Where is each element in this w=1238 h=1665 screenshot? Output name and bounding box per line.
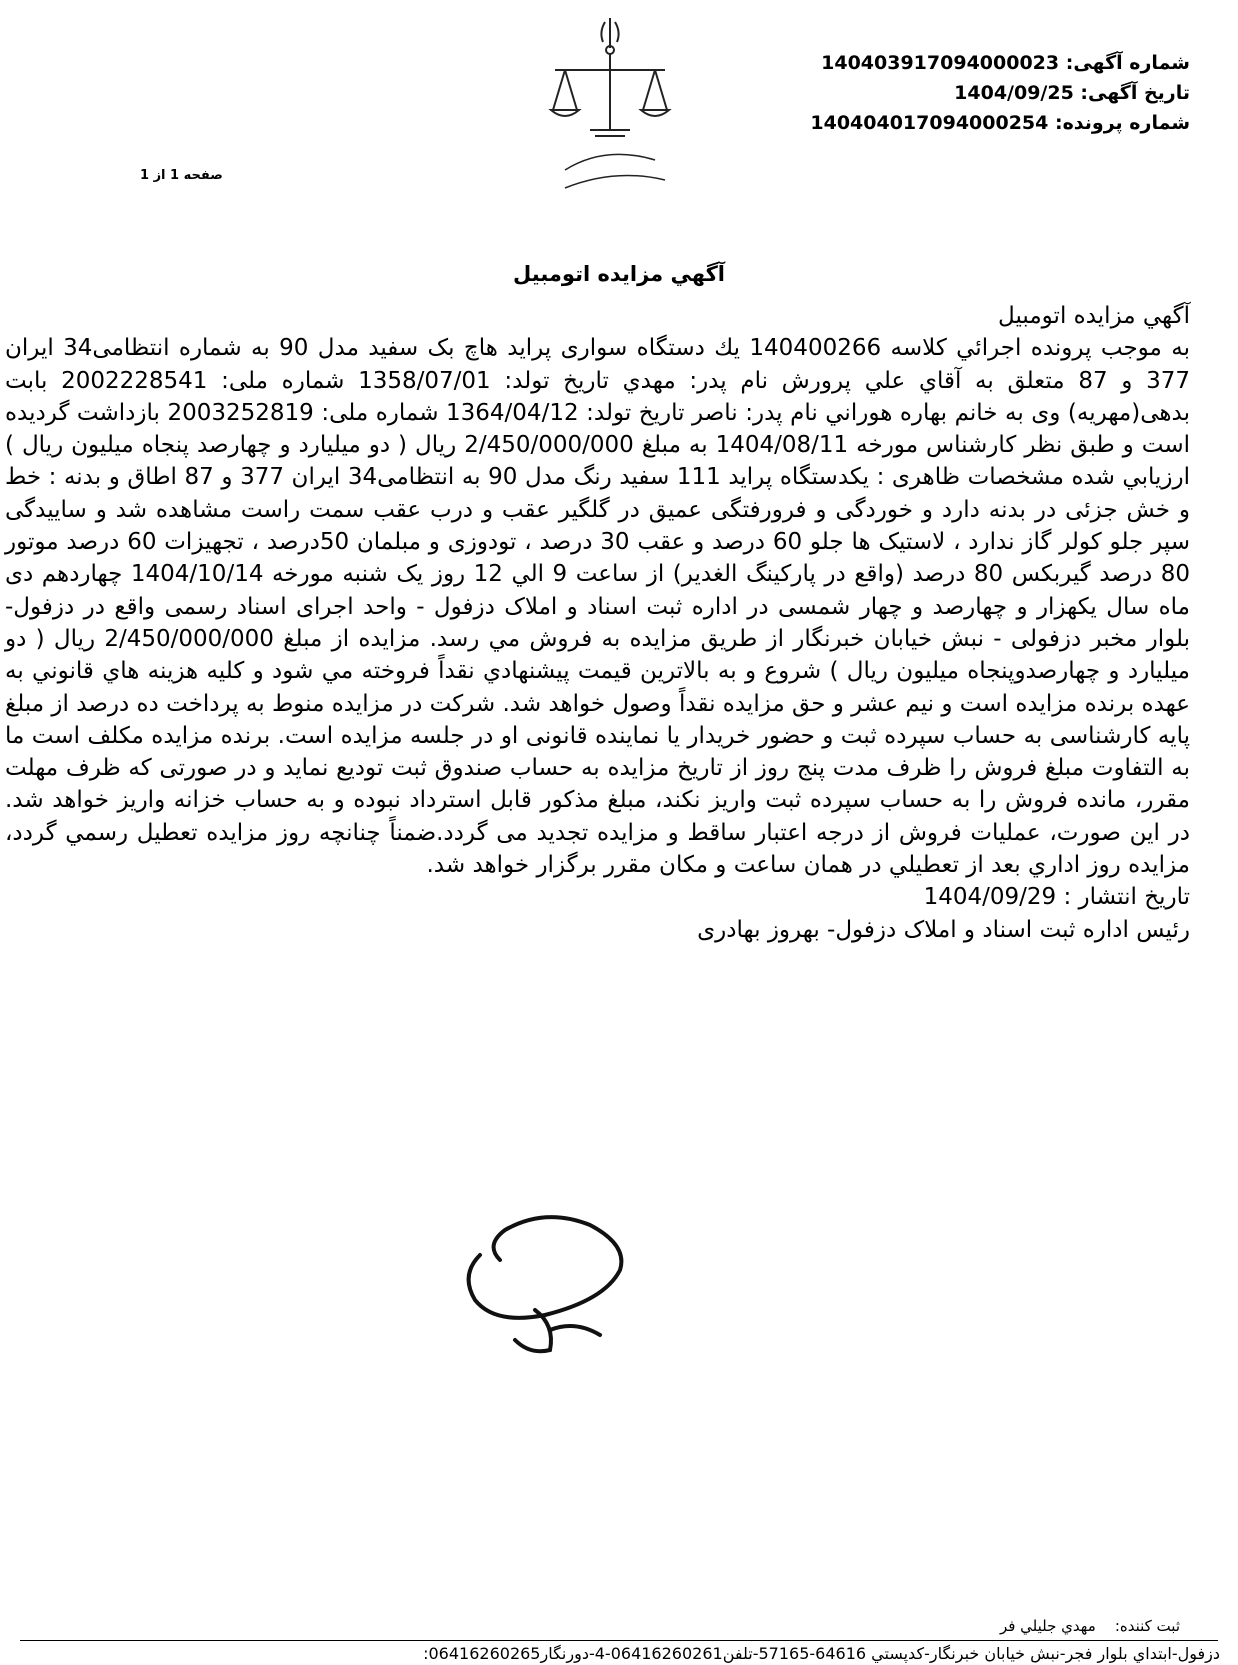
publish-date: تاريخ انتشار : 1404/09/29 [923, 884, 1190, 911]
notice-body [5, 300, 1190, 946]
case-number-row: شماره پرونده: 140404017094000254 [810, 112, 1190, 134]
footer-address: دزفول-ابتداي بلوار فجر-نبش خيابان خبرنگار-كدپستي 64616-57165-تلفن06416260261-4-دورنگار06416260265: [423, 1644, 1220, 1663]
notice-date: 1404/09/25 [954, 82, 1074, 104]
notice-number-row: شماره آگهی: 140403917094000023 [821, 52, 1190, 74]
signer-title: رئیس اداره ثبت اسناد و املاک دزفول- بهروز بهادری [697, 916, 1190, 943]
document-title: آگهي مزايده اتومبيل [513, 262, 725, 286]
notice-subtitle: آگهي مزايده اتومبيل [998, 303, 1190, 329]
notice-number: 140403917094000023 [821, 52, 1060, 74]
notice-paragraph: به موجب پرونده اجرائي كلاسه 140400266 يك دستگاه سواری پراید هاچ بک سفید مدل 90 به شماره انتظامی34 ایران 377 و 87 متعلق به آقاي علي پرورش نام پدر: مهدي تاريخ تولد: 1358/07/01 شماره ملی: 2002228541 بابت بدهی(مهریه) وی به خانم بهاره هوراني نام پدر: ناصر تاريخ تولد: 1364/04/12 شماره ملی: 2003252819 بازداشت گرديده است و طبق نظر كارشناس مورخه 1404/08/11 به مبلغ 2/450/000/000 ريال ( دو میلیارد و چهارصد پنجاه میلیون ريال ) ارزيابي شده مشخصات ظاهری : یکدستگاه پراید 111 سفید رنگ مدل 90 به انتظامی34 ایران 377 و 87 اطاق و بدنه : خط و خش جزئی در بدنه دارد و خوردگی و فرورفتگی عمیق در گلگیر عقب و درب عقب سمت راست مشاهده شد و ساییدگی سپر جلو کولر گاز ندارد ، لاستیک ها جلو 60 درصد و عقب 30 درصد ، تودوزی و مبلمان 50درصد ، تجهیزات 60 درصد موتور 80 درصد گیربکس 80 درصد (واقع در پارکینگ الغدیر) از ساعت 9 الي 12 روز يک شنبه مورخه 1404/10/14 چهاردهم دی ماه سال یکهزار و چهارصد و چهار شمسی در اداره ثبت اسناد و املاک دزفول - واحد اجرای اسناد رسمی واقع در دزفول- بلوار مخبر دزفولی - نبش خیابان خبرنگار از طريق مزايده به فروش مي رسد. مزايده از مبلغ 2/450/000/000 ريال ( دو میلیارد و چهارصدوپنجاه میلیون ريال ) شروع و به بالاترين قيمت پيشنهادي نقداً فروخته مي شود و كليه هزينه هاي قانوني به عهده برنده مزايده است و نيم عشر و حق مزايده نقداً وصول خواهد شد. شرکت در مزایده منوط به پرداخت ده درصد از مبلغ پایه کارشناسی به حساب سپرده ثبت و حضور خریدار یا نماینده قانونی او در جلسه مزایده است. برنده مزايده مكلف است ما به التفاوت مبلغ فروش را ظرف مدت پنج روز از تاريخ مزايده به حساب صندوق ثبت توديع نمايد و در صورتی که ظرف مهلت مقرر، مانده فروش را به حساب سپرده ثبت واریز نکند، مبلغ مذکور قابل استرداد نبوده و به حساب خزانه واریز خواهد شد. در این صورت، عملیات فروش از درجه اعتبار ساقط و مزایده تجدید می گردد.ضمناً چنانچه روز مزايده تعطيل رسمي گردد، مزايده روز اداري بعد از تعطيلي در همان ساعت و مكان مقرر برگزار خواهد شد. [5, 335, 1191, 879]
registrar-name: مهدي جليلي فر [999, 1617, 1096, 1635]
notice-meta [790, 48, 1190, 138]
registrar [940, 1617, 1180, 1635]
judiciary-emblem-icon [545, 10, 675, 210]
registrar-label: ثبت کننده: [1114, 1617, 1180, 1635]
case-number: 140404017094000254 [810, 112, 1049, 134]
page-number: صفحه 1 از 1 [140, 168, 223, 183]
notice-date-row: تاریخ آگهی: 1404/09/25 [954, 82, 1190, 104]
footer-divider [20, 1640, 1218, 1641]
signature-icon [440, 1200, 670, 1360]
